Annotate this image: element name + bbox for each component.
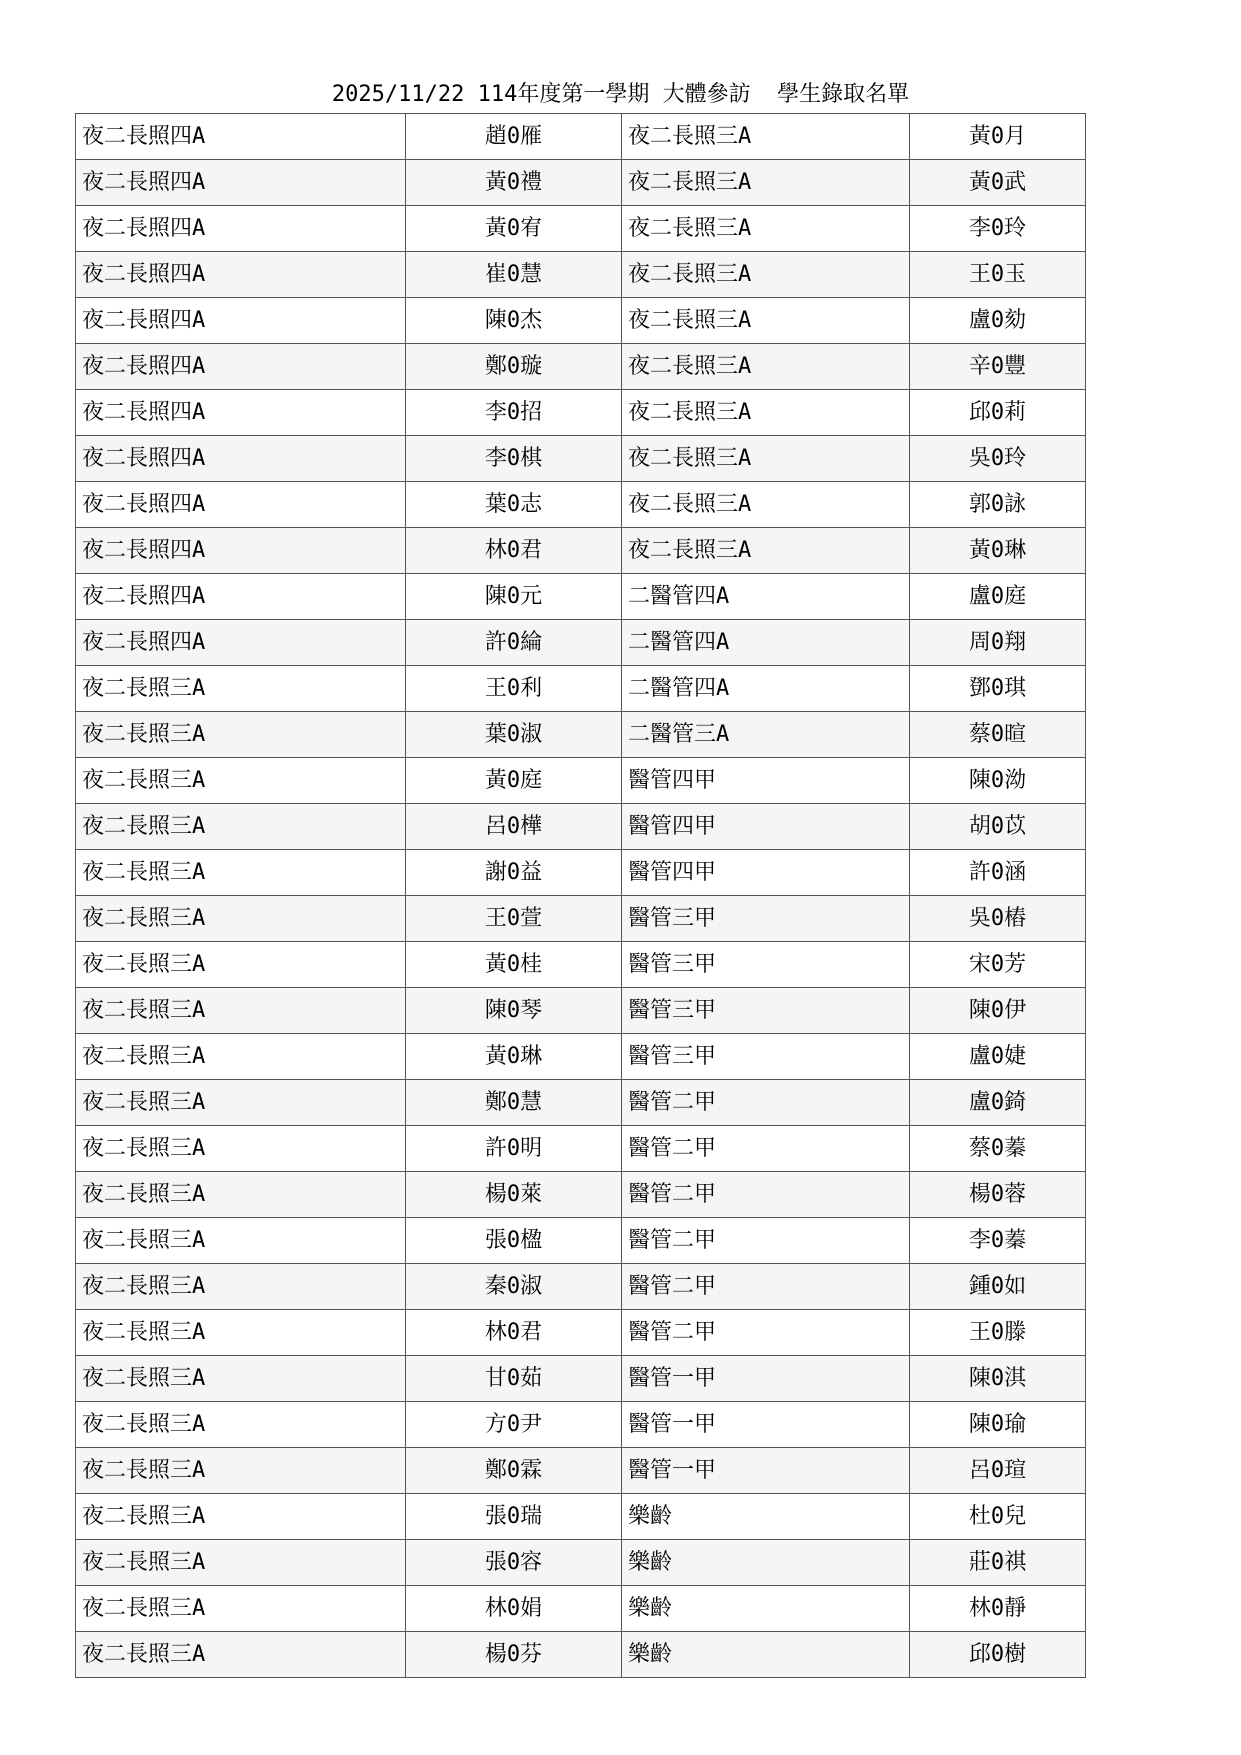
table-row [76,344,1086,390]
student-name-cell: 林0靜 [910,1586,1086,1632]
table-row [76,758,1086,804]
student-name-cell: 李0招 [406,390,622,436]
student-name-cell: 張0容 [406,1540,622,1586]
table-row [76,298,1086,344]
table-row [76,252,1086,298]
table-row [76,1080,1086,1126]
student-name-cell: 葉0淑 [406,712,622,758]
table-row [76,1126,1086,1172]
class-cell: 夜二長照三A [622,160,910,206]
student-name-cell: 方0尹 [406,1402,622,1448]
student-name-cell: 吳0玲 [910,436,1086,482]
table-row [76,528,1086,574]
student-name-cell: 楊0芬 [406,1632,622,1678]
student-name-cell: 鄭0璇 [406,344,622,390]
student-name-cell: 杜0兒 [910,1494,1086,1540]
table-row [76,942,1086,988]
student-name-cell: 黃0宥 [406,206,622,252]
student-name-cell: 鍾0如 [910,1264,1086,1310]
class-cell: 夜二長照三A [76,1402,406,1448]
class-cell: 夜二長照三A [76,1310,406,1356]
table-row [76,1310,1086,1356]
class-cell: 夜二長照三A [622,482,910,528]
class-cell: 樂齡 [622,1494,910,1540]
student-name-cell: 張0瑞 [406,1494,622,1540]
table-row [76,1172,1086,1218]
student-name-cell: 宋0芳 [910,942,1086,988]
class-cell: 夜二長照三A [76,1448,406,1494]
class-cell: 夜二長照三A [622,298,910,344]
class-cell: 夜二長照三A [622,206,910,252]
class-cell: 樂齡 [622,1540,910,1586]
student-name-cell: 甘0茹 [406,1356,622,1402]
class-cell: 夜二長照三A [76,1586,406,1632]
student-name-cell: 邱0莉 [910,390,1086,436]
class-cell: 夜二長照三A [76,712,406,758]
page-title: 2025/11/22 114年度第一學期 大體參訪 學生錄取名單 [331,82,910,107]
class-cell: 夜二長照三A [76,1218,406,1264]
class-cell: 夜二長照四A [76,390,406,436]
table-row [76,390,1086,436]
class-cell: 夜二長照四A [76,252,406,298]
student-name-cell: 林0君 [406,528,622,574]
class-cell: 醫管四甲 [622,850,910,896]
class-cell: 樂齡 [622,1632,910,1678]
student-name-cell: 許0明 [406,1126,622,1172]
student-name-cell: 辛0豐 [910,344,1086,390]
class-cell: 夜二長照四A [76,344,406,390]
student-name-cell: 鄭0霖 [406,1448,622,1494]
class-cell: 夜二長照三A [76,758,406,804]
student-name-cell: 李0蓁 [910,1218,1086,1264]
class-cell: 夜二長照三A [76,988,406,1034]
table-row [76,574,1086,620]
table-row [76,896,1086,942]
student-name-cell: 陳0元 [406,574,622,620]
class-cell: 夜二長照三A [76,666,406,712]
student-name-cell: 林0娟 [406,1586,622,1632]
class-cell: 夜二長照三A [76,1540,406,1586]
table-row [76,1586,1086,1632]
class-cell: 醫管四甲 [622,804,910,850]
student-name-cell: 張0楹 [406,1218,622,1264]
student-name-cell: 黃0武 [910,160,1086,206]
class-cell: 夜二長照四A [76,482,406,528]
student-name-cell: 李0玲 [910,206,1086,252]
class-cell: 醫管三甲 [622,942,910,988]
student-name-cell: 李0棋 [406,436,622,482]
class-cell: 醫管一甲 [622,1448,910,1494]
class-cell: 醫管一甲 [622,1402,910,1448]
class-cell: 夜二長照三A [622,114,910,160]
class-cell: 夜二長照四A [76,574,406,620]
class-cell: 夜二長照三A [76,1264,406,1310]
class-cell: 醫管二甲 [622,1080,910,1126]
class-cell: 醫管三甲 [622,988,910,1034]
student-name-cell: 黃0琳 [406,1034,622,1080]
student-name-cell: 陳0泑 [910,758,1086,804]
class-cell: 醫管二甲 [622,1264,910,1310]
class-cell: 夜二長照三A [76,850,406,896]
table-row [76,988,1086,1034]
student-name-cell: 盧0劾 [910,298,1086,344]
student-name-cell: 王0滕 [910,1310,1086,1356]
student-name-cell: 鄧0琪 [910,666,1086,712]
class-cell: 夜二長照三A [76,1034,406,1080]
class-cell: 醫管二甲 [622,1172,910,1218]
class-cell: 夜二長照三A [76,1172,406,1218]
table-row [76,160,1086,206]
class-cell: 夜二長照三A [76,1632,406,1678]
class-cell: 醫管四甲 [622,758,910,804]
class-cell: 醫管三甲 [622,1034,910,1080]
student-name-cell: 陳0杰 [406,298,622,344]
table-row [76,712,1086,758]
admission-roster-table [75,113,1086,1678]
class-cell: 夜二長照三A [622,252,910,298]
class-cell: 夜二長照四A [76,160,406,206]
class-cell: 夜二長照三A [76,896,406,942]
student-name-cell: 盧0庭 [910,574,1086,620]
class-cell: 夜二長照四A [76,620,406,666]
student-name-cell: 王0玉 [910,252,1086,298]
table-row [76,1218,1086,1264]
student-name-cell: 郭0詠 [910,482,1086,528]
table-row [76,1632,1086,1678]
student-name-cell: 許0綸 [406,620,622,666]
student-name-cell: 秦0淑 [406,1264,622,1310]
student-name-cell: 黃0琳 [910,528,1086,574]
class-cell: 夜二長照四A [76,206,406,252]
class-cell: 二醫管四A [622,574,910,620]
student-name-cell: 崔0慧 [406,252,622,298]
class-cell: 樂齡 [622,1586,910,1632]
class-cell: 夜二長照三A [76,1494,406,1540]
table-row [76,1540,1086,1586]
student-name-cell: 胡0苡 [910,804,1086,850]
student-name-cell: 蔡0暄 [910,712,1086,758]
roster-body [76,114,1086,1678]
class-cell: 夜二長照四A [76,436,406,482]
class-cell: 夜二長照四A [76,298,406,344]
class-cell: 夜二長照四A [76,114,406,160]
student-name-cell: 許0涵 [910,850,1086,896]
class-cell: 醫管一甲 [622,1356,910,1402]
class-cell: 夜二長照三A [622,528,910,574]
student-name-cell: 葉0志 [406,482,622,528]
student-name-cell: 陳0琴 [406,988,622,1034]
student-name-cell: 陳0淇 [910,1356,1086,1402]
table-row [76,1402,1086,1448]
student-name-cell: 黃0桂 [406,942,622,988]
class-cell: 夜二長照三A [622,436,910,482]
student-name-cell: 黃0禮 [406,160,622,206]
student-name-cell: 林0君 [406,1310,622,1356]
student-name-cell: 王0利 [406,666,622,712]
table-row [76,1356,1086,1402]
class-cell: 夜二長照三A [76,1080,406,1126]
table-row [76,1034,1086,1080]
student-name-cell: 黃0月 [910,114,1086,160]
student-name-cell: 鄭0慧 [406,1080,622,1126]
student-name-cell: 周0翔 [910,620,1086,666]
student-name-cell: 蔡0蓁 [910,1126,1086,1172]
class-cell: 二醫管三A [622,712,910,758]
class-cell: 夜二長照三A [76,1126,406,1172]
student-name-cell: 呂0樺 [406,804,622,850]
student-name-cell: 莊0祺 [910,1540,1086,1586]
table-row [76,620,1086,666]
table-row [76,850,1086,896]
class-cell: 二醫管四A [622,666,910,712]
student-name-cell: 陳0伊 [910,988,1086,1034]
table-row [76,804,1086,850]
student-name-cell: 盧0婕 [910,1034,1086,1080]
table-row [76,482,1086,528]
student-name-cell: 謝0益 [406,850,622,896]
class-cell: 夜二長照三A [622,344,910,390]
class-cell: 夜二長照三A [76,1356,406,1402]
student-name-cell: 呂0瑄 [910,1448,1086,1494]
class-cell: 醫管二甲 [622,1126,910,1172]
student-name-cell: 王0萱 [406,896,622,942]
table-row [76,1494,1086,1540]
student-name-cell: 黃0庭 [406,758,622,804]
class-cell: 夜二長照三A [622,390,910,436]
table-row [76,1448,1086,1494]
class-cell: 二醫管四A [622,620,910,666]
student-name-cell: 邱0樹 [910,1632,1086,1678]
class-cell: 醫管二甲 [622,1310,910,1356]
student-name-cell: 楊0萊 [406,1172,622,1218]
table-row [76,206,1086,252]
class-cell: 醫管三甲 [622,896,910,942]
class-cell: 夜二長照三A [76,804,406,850]
student-name-cell: 陳0瑜 [910,1402,1086,1448]
table-row [76,666,1086,712]
student-name-cell: 盧0錡 [910,1080,1086,1126]
class-cell: 夜二長照三A [76,942,406,988]
student-name-cell: 吳0樁 [910,896,1086,942]
class-cell: 醫管二甲 [622,1218,910,1264]
table-row [76,114,1086,160]
class-cell: 夜二長照四A [76,528,406,574]
student-name-cell: 趙0雁 [406,114,622,160]
table-row [76,436,1086,482]
student-name-cell: 楊0蓉 [910,1172,1086,1218]
table-row [76,1264,1086,1310]
